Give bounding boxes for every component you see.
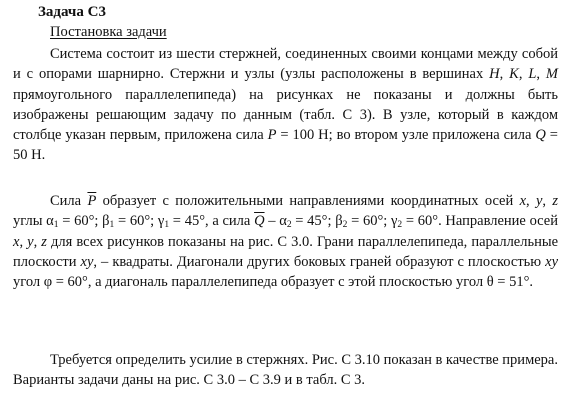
plane-xy: xy	[545, 253, 559, 270]
text-segment: прямоугольного параллелепипеда) на рисунках не показаны и должны быть изображены решающим задачу по данным (табл. С 3). В узле, который в каждом столбце указан первым, приложена сила	[13, 86, 558, 144]
vertex-l: L	[528, 66, 537, 83]
problem-paragraph-3: Требуется определить усилие в стержнях. Рис. С 3.10 показан в качестве примера. Варианты задачи даны на рис. С 3.0 – С 3.9 и в табл. С 3.	[13, 352, 558, 389]
text-segment: = 60°; β	[58, 213, 110, 230]
text-segment: , – квадраты. Диагонали других боковых граней образуют с плоскостью	[93, 253, 546, 270]
axis-y: y	[27, 233, 34, 250]
subscript: 1	[164, 220, 170, 231]
text-segment: = 60°; γ	[114, 213, 165, 230]
force-q-symbol: Q	[535, 127, 546, 144]
axis-x: x	[13, 233, 20, 250]
text-segment: углы α	[13, 213, 54, 230]
axis-y: y	[535, 193, 543, 209]
vertex-k: K	[509, 66, 519, 83]
vertex-h: H	[489, 66, 500, 83]
text-segment: = 60°. Направление осей	[402, 213, 558, 230]
subscript: 2	[342, 220, 348, 231]
force-p-symbol: P	[267, 127, 277, 144]
text-segment: Сила	[50, 193, 88, 209]
task-subheading: Постановка задачи	[50, 24, 167, 40]
subscript: 2	[397, 220, 403, 231]
problem-paragraph-2	[13, 191, 558, 292]
subscript: 1	[53, 220, 59, 231]
vertex-m: M	[545, 66, 559, 83]
text-segment: для всех рисунков показаны на рис. С 3.0. Грани параллелепипеда, параллельные плоскости	[13, 233, 559, 270]
text-segment: ,	[518, 66, 529, 83]
text-segment: – α	[264, 213, 287, 230]
text-segment: ,	[33, 233, 42, 250]
subscript: 1	[109, 220, 115, 231]
text-segment: ,	[536, 66, 546, 83]
force-p-vector: $\overline{P}$	[87, 193, 97, 209]
text-segment: = 60°; γ	[347, 213, 398, 230]
text-segment: = 50 Н.	[13, 127, 558, 164]
subscript: 2	[286, 220, 292, 231]
axis-x: x	[519, 193, 527, 209]
text-segment: ,	[526, 193, 536, 209]
text-segment: ,	[542, 193, 553, 209]
text-segment: Система состоит из шести стержней, соединенных своими концами между собой и с опорами шарнирно. Стержни и узлы (узлы расположены в вершинах	[13, 46, 558, 83]
text-segment: образует с положительными направлениями координатных осей	[96, 193, 520, 209]
text-segment: ,	[499, 66, 510, 83]
axis-z: z	[552, 193, 559, 209]
text-segment: ,	[19, 233, 28, 250]
task-heading: Задача С3	[38, 4, 106, 20]
text-segment: = 45°, а сила	[169, 213, 255, 230]
text-segment: = 100 Н; во втором узле приложена сила	[276, 127, 536, 144]
force-q-vector: $\overline{Q}$	[254, 213, 265, 230]
text-segment: угол φ = 60°, а диагональ параллелепипеда образует с этой плоскостью угол θ = 51°.	[13, 274, 534, 291]
text-segment: = 45°; β	[291, 213, 343, 230]
axis-z: z	[41, 233, 47, 250]
problem-paragraph-1	[13, 44, 558, 166]
plane-xy: xy	[80, 253, 94, 270]
